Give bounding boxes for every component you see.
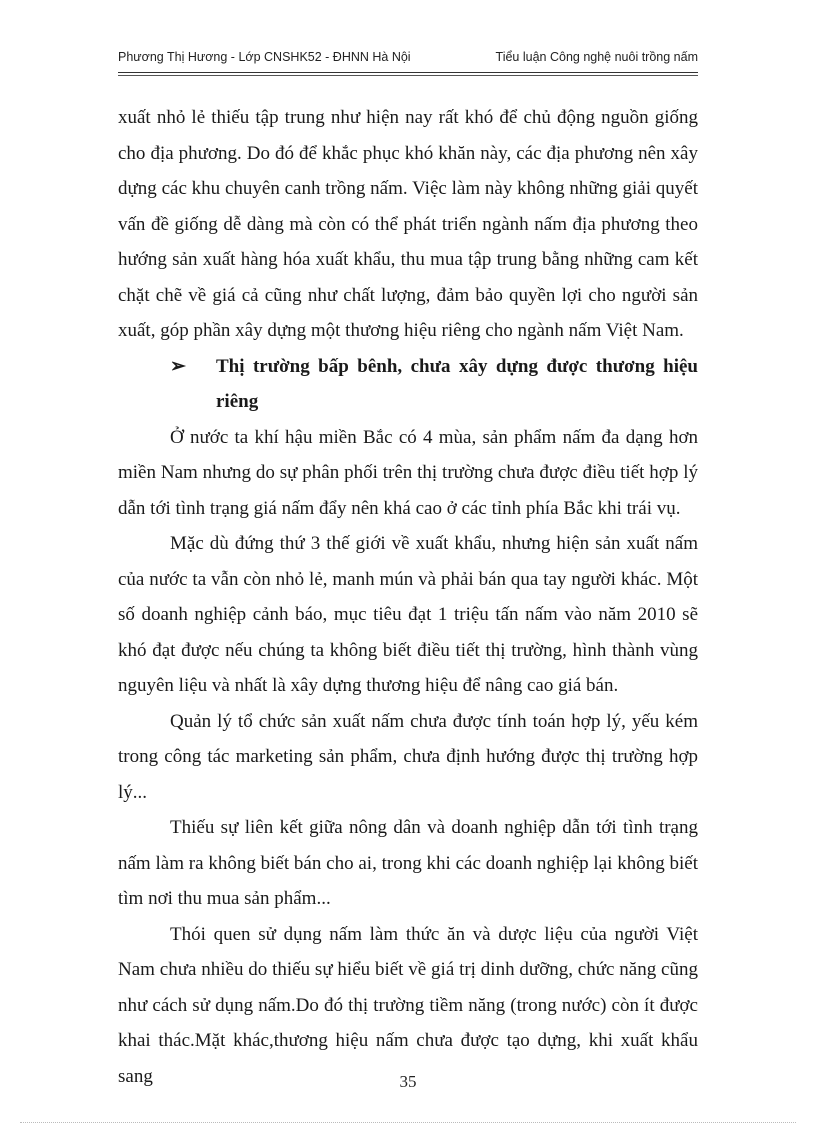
arrow-bullet-icon: ➢ xyxy=(170,355,186,377)
header-author: Phương Thị Hương - Lớp CNSHK52 - ĐHNN Hà Nội xyxy=(118,50,411,64)
body-text xyxy=(118,100,698,1094)
paragraph-4: Quản lý tổ chức sản xuất nấm chưa được tính toán hợp lý, yếu kém trong công tác marketing sản phẩm, chưa định hướng được thị trường hợp lý... xyxy=(118,710,698,803)
page-number: 35 xyxy=(399,1072,417,1091)
paragraph-6: Thói quen sử dụng nấm làm thức ăn và dược liệu của người Việt Nam chưa nhiều do thiếu sự hiểu biết về giá trị dinh dưỡng, chức năng cũng như cách sử dụng nấm.Do đó thị trường tiềm năng (trong nước) còn ít được khai thác.Mặt khác,thương hiệu nấm chưa được tạo dựng, khi xuất khẩu sang xyxy=(118,923,698,1087)
header-title: Tiểu luận Công nghệ nuôi trồng nấm xyxy=(495,50,698,64)
section-heading-text: Thị trường bấp bênh, chưa xây dựng được thương hiệu riêng xyxy=(216,355,698,412)
paragraph-5: Thiếu sự liên kết giữa nông dân và doanh nghiệp dẫn tới tình trạng nấm làm ra không biết bán cho ai, trong khi các doanh nghiệp lại không biết tìm nơi thu mua sản phẩm... xyxy=(118,817,698,909)
section-heading xyxy=(118,349,698,420)
paragraph-2: Ở nước ta khí hậu miền Bắc có 4 mùa, sản phẩm nấm đa dạng hơn miền Nam nhưng do sự phân phối trên thị trường chưa được điều tiết hợp lý dẫn tới tình trạng giá nấm đẩy nên khá cao ở các tỉnh phía Bắc khi trái vụ. xyxy=(118,426,698,519)
header-rule xyxy=(118,72,698,73)
page-header xyxy=(118,50,698,72)
header-rule-thin xyxy=(118,75,698,76)
paragraph-1: xuất nhỏ lẻ thiếu tập trung như hiện nay rất khó để chủ động nguồn giống cho địa phương. Do đó để khắc phục khó khăn này, các địa phương nên xây dựng các khu chuyên canh trồng nấm. Việc làm này không những giải quyết vấn đề giống dễ dàng mà còn có thể phát triển ngành nấm địa phương theo hướng sản xuất hàng hóa xuất khẩu, thu mua tập trung bằng những cam kết chặt chẽ về giá cả cũng như chất lượng, đảm bảo quyền lợi cho người sản xuất, góp phần xây dựng một thương hiệu riêng cho ngành nấm Việt Nam. xyxy=(118,107,698,341)
paragraph-3: Mặc dù đứng thứ 3 thế giới về xuất khẩu, nhưng hiện sản xuất nấm của nước ta vẫn còn nhỏ lẻ, manh mún và phải bán qua tay người khác. Một số doanh nghiệp cảnh báo, mục tiêu đạt 1 triệu tấn nấm vào năm 2010 sẽ khó đạt được nếu chúng ta không biết điều tiết thị trường, hình thành vùng nguyên liệu và nhất là xây dựng thương hiệu để nâng cao giá bán. xyxy=(118,533,698,696)
